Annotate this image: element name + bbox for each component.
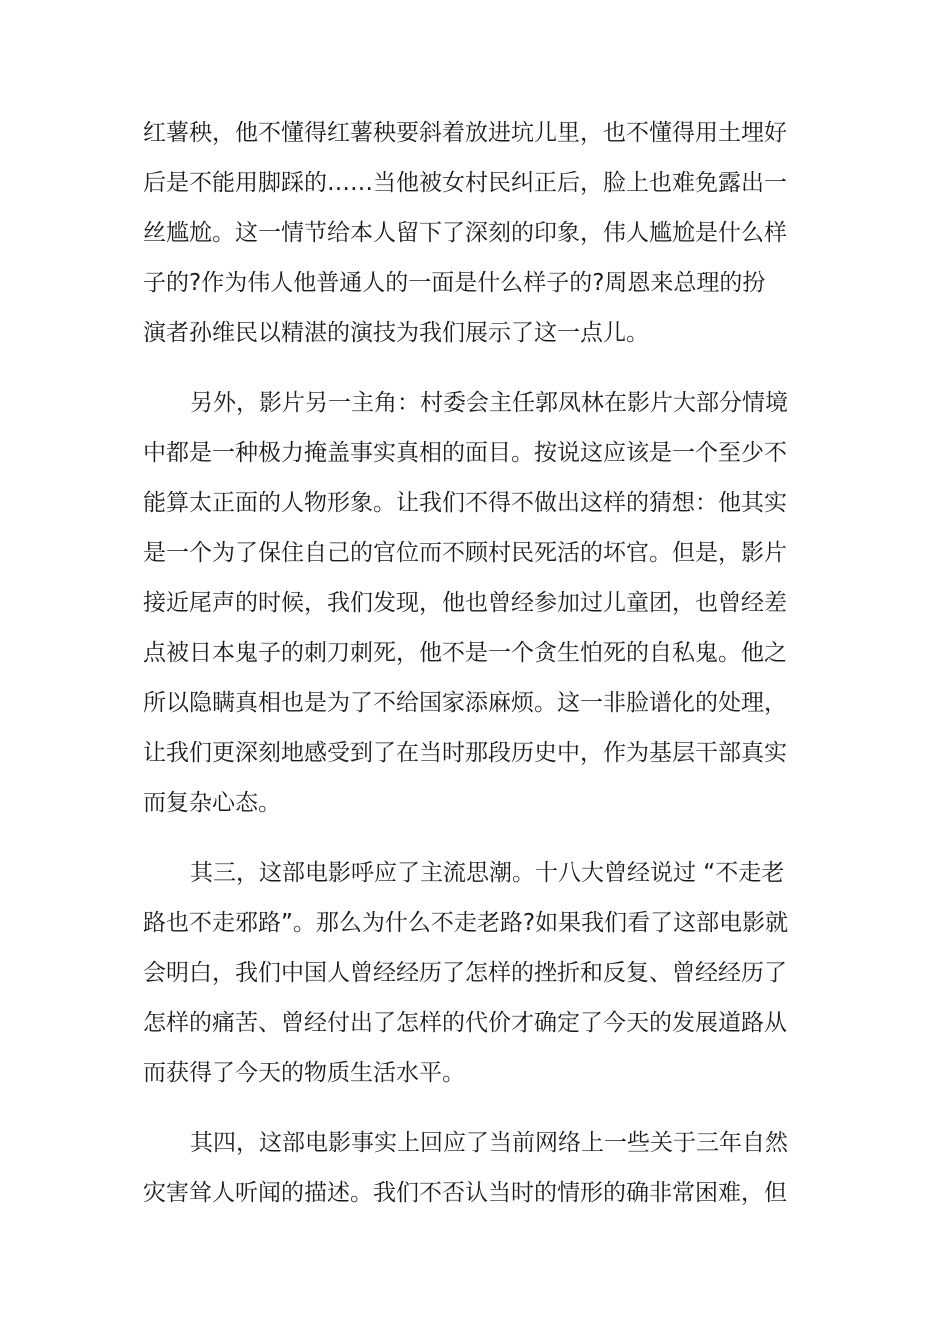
text-line: 其三，这部电影呼应了主流思潮。十八大曾经说过 “不走老 xyxy=(190,860,785,886)
text-line: 接近尾声的时候，我们发现，他也曾经参加过儿童团，也曾经差 xyxy=(143,590,787,616)
text-line: 让我们更深刻地感受到了在当时那段历史中，作为基层干部真实 xyxy=(143,740,787,766)
text-line: 而获得了今天的物质生活水平。 xyxy=(143,1060,465,1086)
text-line: 另外，影片另一主角：村委会主任郭凤林在影片大部分情境 xyxy=(190,390,788,416)
text-line: 灾害耸人听闻的描述。我们不否认当时的情形的确非常困难，但 xyxy=(143,1180,787,1206)
text-line: 中都是一种极力掩盖事实真相的面目。按说这应该是一个至少不 xyxy=(143,440,787,466)
paragraph xyxy=(143,1118,809,1218)
text-line: 后是不能用脚踩的……当他被女村民纠正后，脸上也难免露出一 xyxy=(143,170,787,196)
text-line: 演者孙维民以精湛的演技为我们展示了这一点儿。 xyxy=(143,320,649,346)
text-line: 点被日本鬼子的刺刀刺死，他不是一个贪生怕死的自私鬼。他之 xyxy=(143,640,787,666)
text-line: 能算太正面的人物形象。让我们不得不做出这样的猜想：他其实 xyxy=(143,490,787,516)
text-line: 其四，这部电影事实上回应了当前网络上一些关于三年自然 xyxy=(190,1130,788,1156)
paragraph xyxy=(143,108,809,358)
text-line: 所以隐瞒真相也是为了不给国家添麻烦。这一非脸谱化的处理， xyxy=(143,690,787,716)
paragraph xyxy=(143,848,809,1098)
text-line: 丝尴尬。这一情节给本人留下了深刻的印象，伟人尴尬是什么样 xyxy=(143,220,787,246)
text-line: 会明白，我们中国人曾经经历了怎样的挫折和反复、曾经经历了 xyxy=(143,960,787,986)
document-page xyxy=(143,108,809,1218)
text-line: 红薯秧，他不懂得红薯秧要斜着放进坑儿里，也不懂得用土埋好 xyxy=(143,120,787,146)
paragraph xyxy=(143,378,809,828)
text-line: 怎样的痛苦、曾经付出了怎样的代价才确定了今天的发展道路从 xyxy=(143,1010,787,1036)
text-line: 路也不走邪路”。那么为什么不走老路?如果我们看了这部电影就 xyxy=(143,910,789,936)
text-line: 而复杂心态。 xyxy=(143,790,281,816)
text-line: 子的?作为伟人他普通人的一面是什么样子的?周恩来总理的扮 xyxy=(143,270,766,296)
text-line: 是一个为了保住自己的官位而不顾村民死活的坏官。但是，影片 xyxy=(143,540,787,566)
